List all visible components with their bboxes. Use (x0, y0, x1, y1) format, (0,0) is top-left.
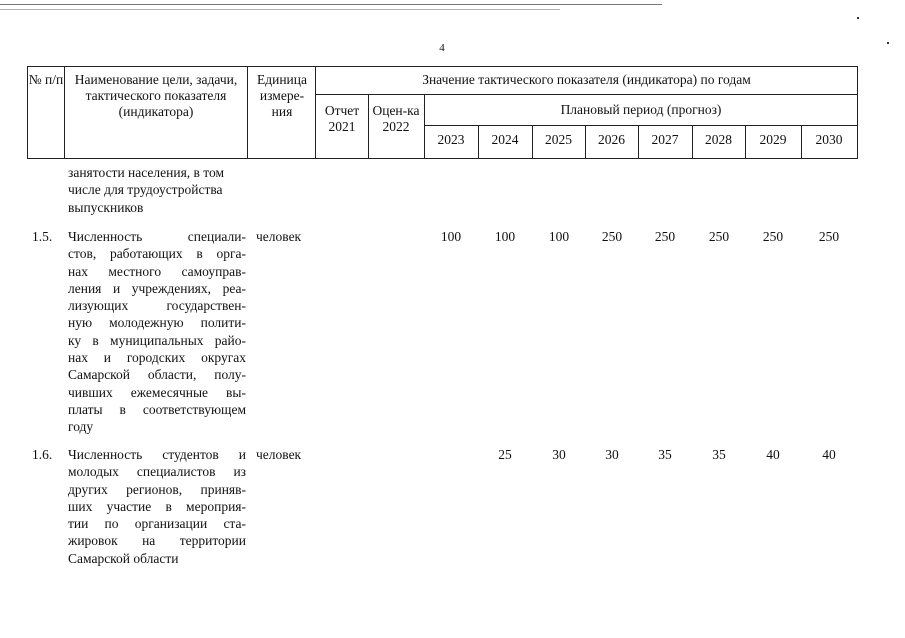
header-report: Отчет 2021 (324, 103, 360, 134)
row-value: 35 (712, 447, 726, 462)
text-line: жировок на территории (68, 533, 246, 549)
row-value: 100 (494, 229, 516, 244)
row-value: 250 (762, 229, 784, 244)
text-line: лизующих государствен- (68, 298, 246, 314)
text-line: нах местного самоуправ- (68, 263, 246, 279)
text-line: молодых специалистов из (68, 464, 246, 480)
col-border (64, 66, 65, 158)
row-number: 1.6. (32, 447, 53, 462)
header-year: 2023 (437, 132, 465, 147)
text-line: нах и городских округах (68, 350, 246, 366)
row-value: 30 (605, 447, 619, 462)
header-unit: Единица измере-ния (256, 72, 307, 119)
row-value: 250 (818, 229, 840, 244)
header-year: 2029 (759, 132, 787, 147)
text-line: году (68, 419, 94, 435)
header-year: 2026 (598, 132, 625, 147)
text-line: числе для трудоустройства (68, 182, 223, 198)
row-value: 100 (548, 229, 570, 244)
row-value: 250 (601, 229, 623, 244)
text-line: ную молодежную полити- (68, 315, 246, 331)
text-line: Самарской области (68, 550, 179, 566)
header-values-title: Значение тактического показателя (индикатора) по годам (422, 72, 751, 87)
header-name: Наименование цели, задачи, тактического показателя (индикатора) (74, 72, 238, 119)
text-line: ления и учреждениях, реа- (68, 280, 246, 296)
row-value: 100 (440, 229, 462, 244)
header-year: 2028 (705, 132, 732, 147)
continuation-text (68, 164, 246, 216)
page-number: 4 (439, 42, 445, 54)
text-line: выпускников (68, 199, 144, 215)
scan-edge-line (0, 4, 662, 5)
text-line: занятости населения, в том (68, 165, 225, 180)
header-num: № п/п (28, 72, 64, 87)
row-value: 40 (822, 447, 836, 462)
scan-edge-line-secondary (0, 9, 560, 10)
row-name (68, 228, 246, 436)
row-value: 35 (658, 447, 672, 462)
scan-speck (887, 42, 889, 44)
header-year: 2030 (815, 132, 843, 147)
header-year: 2027 (651, 132, 679, 147)
col-border (247, 66, 248, 158)
row-unit: человек (256, 447, 302, 462)
text-line: ших участие в мероприя- (68, 498, 246, 514)
header-bottom-border (27, 158, 858, 159)
scan-speck (857, 17, 859, 19)
row-value: 40 (766, 447, 780, 462)
row-name (68, 446, 246, 567)
text-line: Численность студентов и (68, 447, 246, 462)
row-value: 250 (654, 229, 676, 244)
text-line: других регионов, приняв- (68, 481, 246, 497)
text-line: Численность специали- (68, 229, 246, 244)
header-estimate: Оцен-ка 2022 (372, 103, 420, 134)
row-number: 1.5. (32, 229, 53, 244)
text-line: Самарской области, полу- (68, 367, 246, 383)
header-divider-plan (424, 125, 858, 126)
text-line: стов, работающих в орга- (68, 246, 246, 262)
text-line: чивших ежемесячные вы- (68, 384, 246, 400)
header-plan-title: Плановый период (прогноз) (560, 102, 722, 117)
col-border (368, 94, 369, 158)
header-divider-values (315, 94, 858, 95)
col-border (857, 66, 858, 158)
header-top-border (27, 66, 858, 67)
text-line: тии по организации ста- (68, 516, 246, 532)
header-year: 2024 (491, 132, 519, 147)
row-value: 25 (498, 447, 512, 462)
row-value: 30 (552, 447, 566, 462)
header-year: 2025 (545, 132, 572, 147)
text-line: ку в муниципальных райо- (68, 332, 246, 348)
row-unit: человек (256, 229, 302, 244)
text-line: платы в соответствующем (68, 401, 246, 417)
row-value: 250 (708, 229, 730, 244)
